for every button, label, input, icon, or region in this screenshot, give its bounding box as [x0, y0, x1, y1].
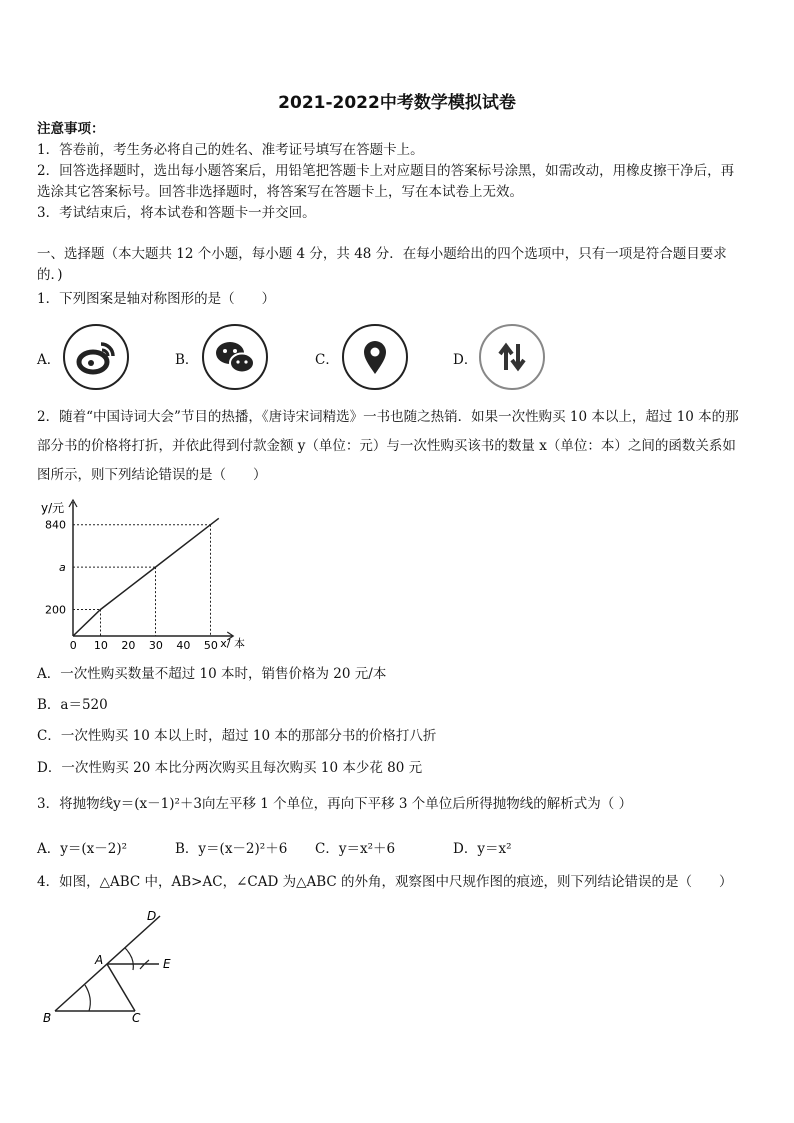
segment-ac — [107, 964, 135, 1011]
q2-option-b: B．a＝520 — [37, 697, 108, 713]
q1-option-c-label: C． — [315, 352, 339, 368]
q2-option-c: C．一次性购买 10 本以上时，超过 10 本的那部分书的价格打八折 — [37, 728, 437, 744]
location-pin-icon — [342, 324, 408, 390]
q1-option-a-label: A． — [37, 352, 61, 368]
notice-item: 2．回答选择题时，选出每小题答案后，用铅笔把答题卡上对应题目的答案标号涂黑，如需改动，用橡皮擦干净后，再 — [37, 163, 735, 179]
label-d: D — [147, 909, 157, 923]
x-tick-label: 10 — [93, 639, 108, 652]
page-title: 2021-2022中考数学模拟试卷 — [278, 93, 516, 113]
q2-function-graph — [37, 494, 267, 654]
q3-formula: y＝(x－1)²＋3 — [113, 796, 202, 812]
q3-option-a: A．y＝(x－2)² — [37, 841, 128, 857]
x-tick-label: 0 — [69, 639, 77, 652]
x-tick-label: 40 — [176, 639, 191, 652]
x-tick-label: 50 — [203, 639, 218, 652]
q3-stem-suffix: 向左平移 1 个单位，再向下平移 3 个单位后所得抛物线的解析式为（ ） — [201, 796, 633, 812]
q3-option-b: B．y＝(x－2)²＋6 — [175, 841, 288, 857]
q2-option-a: A．一次性购买数量不超过 10 本时，销售价格为 20 元/本 — [37, 666, 387, 682]
label-e: E — [163, 957, 171, 971]
q2-stem-line: 部分书的价格将打折，并依此得到付款金额 y（单位：元）与一次性购买该书的数量 x（单位：本）之间的函数关系如 — [37, 438, 736, 454]
q1-stem: 1．下列图案是轴对称图形的是（ ） — [37, 291, 276, 307]
wechat-icon — [202, 324, 268, 390]
transfer-arrows-icon — [479, 324, 545, 390]
q4-stem: 4．如图，△ABC 中，AB>AC，∠CAD 为△ABC 的外角，观察图中尺规作图的痕迹，则下列结论错误的是（ ） — [37, 874, 733, 890]
notice-item: 选涂其它答案标号。回答非选择题时，将答案写在答题卡上，写在本试卷上无效。 — [37, 184, 523, 200]
notice-item: 1．答卷前，考生务必将自己的姓名、准考证号填写在答题卡上。 — [37, 142, 424, 158]
q3-stem — [37, 795, 632, 813]
q3-stem-prefix: 3．将抛物线 — [37, 796, 114, 812]
q2-option-d: D．一次性购买 20 本比分两次购买且每次购买 10 本少花 80 元 — [37, 760, 423, 776]
section-heading-cont: 的．) — [37, 267, 63, 283]
q2-stem-line: 图所示，则下列结论错误的是（ ） — [37, 467, 267, 483]
q3-option-d: D．y＝x² — [453, 841, 512, 857]
q4-geometry-figure — [37, 908, 197, 1033]
y-tick-label: a — [59, 561, 66, 575]
section-heading: 一、选择题（本大题共 12 个小题，每小题 4 分，共 48 分．在每小题给出的四个选项中，只有一项是符合题目要求 — [37, 246, 727, 262]
q2-stem-line: 2．随着“中国诗词大会”节目的热播，《唐诗宋词精选》一书也随之热销．如果一次性购买 10 本以上，超过 10 本的那 — [37, 409, 739, 425]
label-b: B — [43, 1011, 52, 1025]
q1-option-d-label: D． — [453, 352, 478, 368]
compass-arc-a — [125, 948, 133, 970]
x-axis-label: x/ 本 — [220, 637, 245, 650]
weibo-icon — [63, 324, 129, 390]
x-tick-label: 20 — [121, 639, 136, 652]
compass-arc-b — [85, 985, 90, 1011]
y-tick-label: 200 — [45, 603, 66, 617]
series-line — [73, 518, 219, 636]
y-tick-label: 840 — [45, 518, 66, 532]
notice-item: 3．考试结束后，将本试卷和答题卡一并交回。 — [37, 205, 316, 221]
x-tick-label: 30 — [148, 639, 163, 652]
q1-option-b-label: B． — [175, 352, 199, 368]
label-c: C — [132, 1011, 141, 1025]
y-axis-label: y/元 — [41, 501, 65, 515]
label-a: A — [95, 953, 104, 967]
q3-option-c: C．y＝x²＋6 — [315, 841, 396, 857]
notice-heading: 注意事项： — [37, 121, 105, 137]
